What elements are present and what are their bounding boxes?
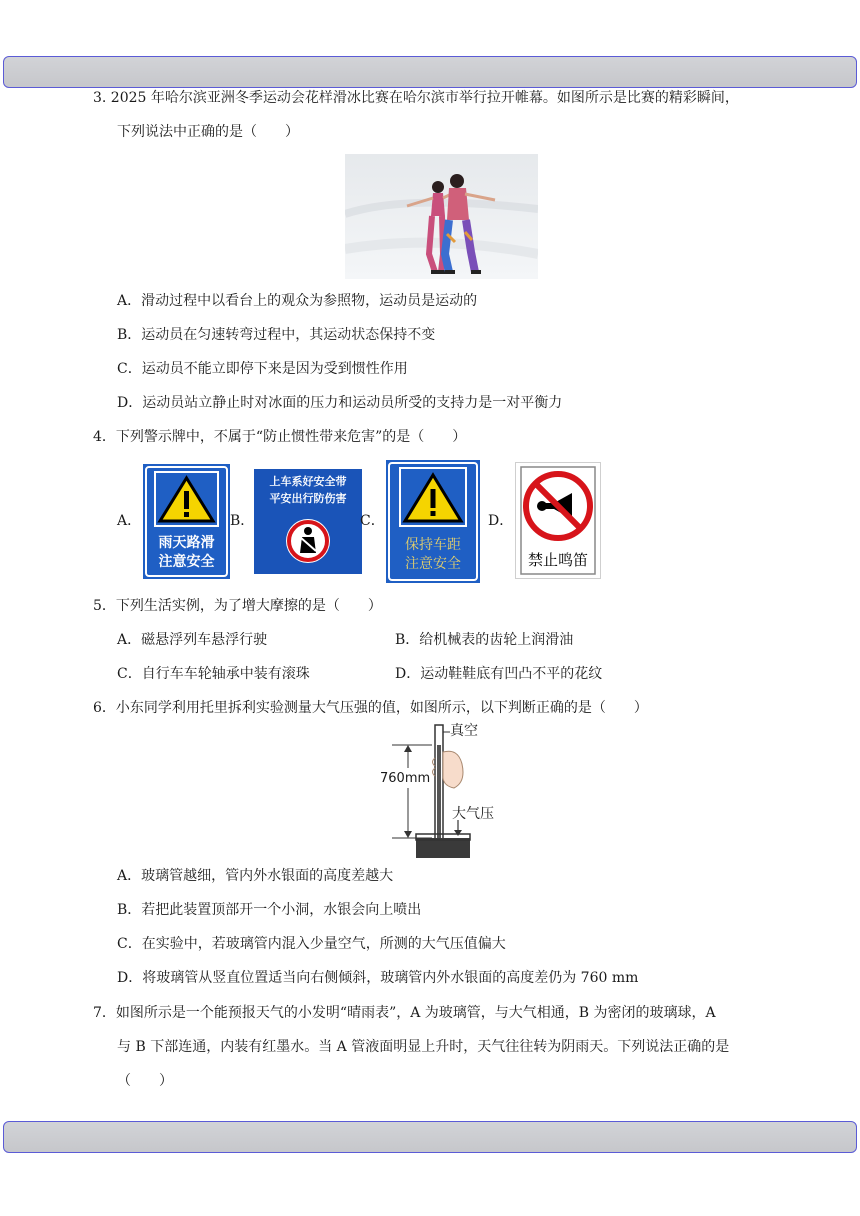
q3-option-c: C．运动员不能立即停下来是因为受到惯性作用	[117, 361, 408, 377]
q4-label-a: A．	[117, 513, 142, 529]
sign-b-line1: 上车系好安全带	[269, 475, 347, 488]
label-atm: 大气压	[452, 806, 494, 822]
q4-label-c: C．	[360, 513, 385, 529]
sign-c-line2: 注意安全	[405, 556, 461, 572]
torricelli-figure	[380, 720, 500, 860]
sign-a-slippery-road	[143, 464, 230, 579]
q6-option-d: D．将玻璃管从竖直位置适当向右侧倾斜，玻璃管内外水银面的高度差仍为 760 mm	[117, 970, 639, 986]
sign-d-text: 禁止鸣笛	[527, 551, 588, 569]
q3-option-a: A．滑动过程中以看台上的观众为参照物，运动员是运动的	[117, 293, 478, 309]
sign-b-line2: 平安出行防伤害	[269, 492, 347, 505]
label-760mm: 760mm	[380, 771, 431, 786]
q4-label-d: D．	[488, 513, 514, 529]
q5-option-c: C．自行车车轮轴承中装有滚珠	[117, 666, 310, 682]
sign-a-line2: 注意安全	[158, 554, 215, 570]
q3-option-b: B．运动员在匀速转弯过程中，其运动状态保持不变	[117, 327, 436, 343]
q3-stem-line2: 下列说法中正确的是（ ）	[117, 124, 299, 140]
q5-option-d: D．运动鞋鞋底有凹凸不平的花纹	[395, 666, 603, 682]
label-vacuum: 真空	[450, 723, 478, 739]
sign-c-keep-distance	[386, 460, 480, 583]
q3-option-d: D．运动员站立静止时对冰面的压力和运动员所受的支持力是一对平衡力	[117, 395, 563, 411]
sign-d-no-honking	[515, 462, 601, 579]
sign-b-seatbelt	[254, 469, 362, 574]
header-bar	[3, 56, 857, 88]
q4-stem: 4．下列警示牌中，不属于“防止惯性带来危害”的是（ ）	[93, 429, 467, 445]
sign-a-line1: 雨天路滑	[158, 535, 215, 551]
footer-bar	[3, 1121, 857, 1153]
q5-option-b: B．给机械表的齿轮上润滑油	[395, 632, 574, 648]
q6-stem: 6．小东同学利用托里拆利实验测量大气压强的值，如图所示，以下判断正确的是（ ）	[93, 700, 648, 716]
q5-option-a: A．磁悬浮列车悬浮行驶	[117, 632, 268, 648]
q4-label-b: B．	[230, 513, 255, 529]
q7-line2: 与 B 下部连通，内装有红墨水。当 A 管液面明显上升时，天气往往转为阴雨天。下列说法正确的是	[117, 1039, 730, 1055]
q6-option-a: A．玻璃管越细，管内外水银面的高度差越大	[117, 868, 394, 884]
sign-c-line1: 保持车距	[405, 537, 461, 553]
q3-stem-line1: 3. 2025 年哈尔滨亚洲冬季运动会花样滑冰比赛在哈尔滨市举行拉开帷幕。如图所示是比赛的精彩瞬间，	[93, 90, 739, 106]
q5-stem: 5．下列生活实例，为了增大摩擦的是（ ）	[93, 598, 382, 614]
q6-option-c: C．在实验中，若玻璃管内混入少量空气，所测的大气压值偏大	[117, 936, 506, 952]
q7-line3: （ ）	[117, 1073, 173, 1089]
q6-option-b: B．若把此装置顶部开一个小洞，水银会向上喷出	[117, 902, 422, 918]
q7-line1: 7．如图所示是一个能预报天气的小发明“晴雨表”，A 为玻璃管，与大气相通，B 为密闭的玻璃球，A	[93, 1005, 716, 1021]
figure-skating-photo	[345, 154, 538, 279]
